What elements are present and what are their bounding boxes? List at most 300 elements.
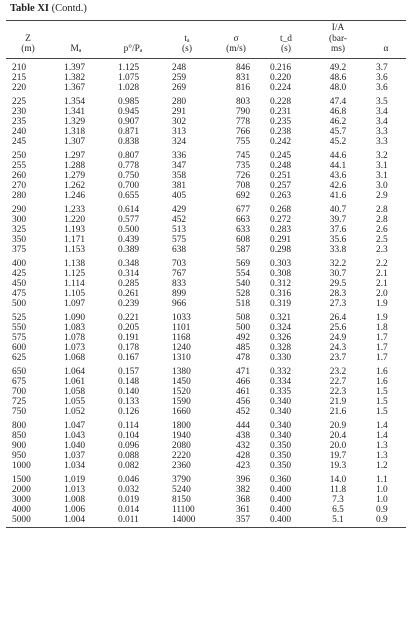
column-header-impulse [310, 21, 366, 59]
cell-shock-velocity: 766 [235, 126, 250, 137]
cell-duration: 0.326 [270, 332, 292, 343]
table-row [6, 289, 406, 299]
cell-alpha: 2.3 [376, 244, 388, 255]
cell-mach-number: 1.064 [64, 366, 86, 377]
table-row [6, 377, 406, 387]
cell-alpha: 2.8 [376, 214, 388, 225]
cell-alpha: 2.5 [376, 234, 388, 245]
cell-impulse: 30.7 [329, 268, 347, 279]
cell-mach-number: 1.013 [64, 484, 86, 495]
cell-shock-velocity: 428 [235, 450, 250, 461]
cell-mach-number: 1.307 [64, 136, 86, 147]
cell-shock-velocity: 633 [235, 224, 250, 235]
cell-impulse: 45.2 [329, 136, 347, 147]
cell-shock-velocity: 708 [235, 180, 250, 191]
table-row [6, 73, 406, 83]
cell-duration: 0.257 [270, 180, 292, 191]
cell-mach-number: 1.105 [64, 288, 86, 299]
cell-mach-number: 1.037 [64, 450, 86, 461]
cell-impulse: 37.6 [329, 224, 347, 235]
cell-pressure-ratio: 0.096 [118, 440, 140, 451]
cell-pressure-ratio: 0.655 [118, 190, 140, 201]
cell-shock-velocity: 461 [235, 386, 250, 397]
cell-duration: 0.332 [270, 366, 292, 377]
cell-altitude: 245 [12, 136, 27, 147]
column-header-pressure-ratio [102, 21, 164, 59]
cell-impulse: 21.6 [329, 406, 347, 417]
cell-duration: 0.248 [270, 160, 292, 171]
cell-time-of-arrival: 1450 [172, 376, 191, 387]
cell-time-of-arrival: 1240 [172, 342, 191, 353]
cell-time-of-arrival: 269 [172, 82, 187, 93]
cell-altitude: 375 [12, 244, 27, 255]
cell-mach-number: 1.034 [64, 460, 86, 471]
table-row [6, 397, 406, 407]
table-row [6, 441, 406, 451]
cell-altitude: 1500 [12, 474, 31, 485]
cell-shock-velocity: 608 [235, 234, 250, 245]
cell-duration: 0.263 [270, 190, 292, 201]
cell-duration: 0.400 [262, 515, 310, 528]
cell-duration: 0.340 [270, 420, 292, 431]
column-header-line: p°/Pₐ [123, 44, 143, 54]
cell-alpha: 0.9 [366, 515, 406, 528]
cell-impulse: 42.6 [329, 180, 347, 191]
cell-alpha: 1.5 [376, 406, 388, 417]
cell-duration: 0.224 [270, 82, 292, 93]
cell-alpha: 1.6 [376, 376, 388, 387]
cell-altitude: 475 [12, 288, 27, 299]
cell-duration: 0.400 [270, 494, 292, 505]
cell-shock-velocity: 540 [235, 278, 250, 289]
cell-altitude: 750 [12, 406, 27, 417]
cell-time-of-arrival: 14000 [164, 515, 210, 528]
cell-alpha: 3.1 [376, 170, 388, 181]
cell-altitude: 260 [12, 170, 27, 181]
cell-impulse: 23.2 [329, 366, 347, 377]
cell-shock-velocity: 846 [235, 62, 250, 73]
column-header-line: (bar- [328, 33, 348, 44]
cell-altitude: 675 [12, 376, 27, 387]
cell-alpha: 1.1 [376, 474, 388, 485]
cell-alpha: 1.5 [376, 396, 388, 407]
cell-mach-number: 1.114 [64, 278, 85, 289]
cell-altitude: 235 [12, 116, 27, 127]
column-header-line: (m/s) [226, 44, 246, 54]
cell-altitude: 255 [12, 160, 27, 171]
cell-time-of-arrival: 1940 [172, 430, 191, 441]
cell-pressure-ratio: 0.577 [118, 214, 140, 225]
cell-shock-velocity: 368 [235, 494, 250, 505]
table-row [6, 417, 406, 431]
table-row [6, 225, 406, 235]
cell-duration: 0.321 [270, 312, 292, 323]
cell-impulse: 47.4 [329, 96, 347, 107]
cell-mach-number: 1.193 [64, 224, 86, 235]
cell-time-of-arrival: 452 [172, 214, 187, 225]
cell-time-of-arrival: 291 [172, 106, 187, 117]
column-header-line: ms) [330, 44, 346, 54]
table-row [6, 215, 406, 225]
cell-time-of-arrival: 358 [172, 170, 187, 181]
column-header-line: t_d [280, 33, 292, 44]
cell-altitude: 3000 [12, 494, 31, 505]
cell-pressure-ratio: 0.148 [118, 376, 140, 387]
cell-time-of-arrival: 1033 [172, 312, 191, 323]
cell-duration: 0.238 [270, 126, 292, 137]
cell-shock-velocity: 755 [235, 136, 250, 147]
cell-alpha: 2.1 [376, 268, 388, 279]
cell-time-of-arrival: 2080 [172, 440, 191, 451]
cell-alpha: 1.3 [376, 450, 388, 461]
cell-shock-velocity: 508 [235, 312, 250, 323]
cell-impulse: 20.0 [329, 440, 347, 451]
cell-duration: 0.308 [270, 268, 292, 279]
cell-mach-number: 1.138 [64, 258, 86, 269]
table-row [6, 117, 406, 127]
cell-impulse: 46.8 [329, 106, 347, 117]
cell-pressure-ratio: 0.221 [118, 312, 140, 323]
table-row [6, 431, 406, 441]
cell-duration: 0.298 [270, 244, 292, 255]
column-header-line: Z [25, 33, 31, 44]
cell-shock-velocity: 492 [235, 332, 250, 343]
table-row [6, 505, 406, 515]
cell-pressure-ratio: 0.807 [118, 150, 140, 161]
cell-time-of-arrival: 767 [172, 268, 187, 279]
cell-altitude: 525 [12, 312, 27, 323]
cell-shock-velocity: 432 [235, 440, 250, 451]
cell-impulse: 14.0 [329, 474, 347, 485]
cell-time-of-arrival: 513 [172, 224, 187, 235]
cell-mach-number: 1.262 [64, 180, 86, 191]
cell-alpha: 1.0 [376, 484, 388, 495]
cell-time-of-arrival: 899 [172, 288, 187, 299]
cell-alpha: 1.7 [376, 352, 388, 363]
cell-pressure-ratio: 0.157 [118, 366, 140, 377]
cell-shock-velocity: 831 [235, 72, 250, 83]
cell-alpha: 3.4 [376, 106, 388, 117]
cell-duration: 0.231 [270, 106, 292, 117]
cell-time-of-arrival: 1800 [172, 420, 191, 431]
cell-altitude: 325 [12, 224, 27, 235]
cell-time-of-arrival: 1310 [172, 352, 191, 363]
cell-time-of-arrival: 1660 [172, 406, 191, 417]
cell-impulse: 5.1 [310, 515, 366, 528]
cell-pressure-ratio: 0.314 [118, 268, 140, 279]
cell-impulse: 23.7 [329, 352, 347, 363]
cell-impulse: 21.9 [329, 396, 347, 407]
cell-altitude: 500 [12, 298, 27, 309]
cell-altitude: 240 [12, 126, 27, 137]
cell-duration: 0.291 [270, 234, 292, 245]
column-header-line: σ [233, 33, 239, 44]
cell-time-of-arrival: 5240 [172, 484, 191, 495]
cell-alpha: 2.0 [376, 288, 388, 299]
cell-altitude: 215 [12, 72, 27, 83]
cell-alpha: 1.4 [376, 420, 388, 431]
cell-time-of-arrival: 248 [172, 62, 187, 73]
cell-mach-number: 1.382 [64, 72, 86, 83]
column-header-line: tₐ [184, 33, 190, 44]
cell-alpha: 3.1 [376, 160, 388, 171]
table-row [6, 137, 406, 147]
cell-pressure-ratio: 0.500 [118, 224, 140, 235]
cell-altitude: 4000 [12, 504, 31, 515]
table-row [6, 58, 406, 73]
cell-impulse: 25.6 [329, 322, 347, 333]
cell-impulse: 49.2 [329, 62, 347, 73]
table-row [6, 235, 406, 245]
cell-impulse: 44.6 [329, 150, 347, 161]
cell-mach-number: 1.171 [64, 234, 86, 245]
cell-altitude: 850 [12, 430, 27, 441]
cell-shock-velocity: 528 [235, 288, 250, 299]
cell-altitude: 280 [12, 190, 27, 201]
cell-alpha: 2.2 [376, 258, 388, 269]
cell-impulse: 46.2 [329, 116, 347, 127]
cell-pressure-ratio: 0.439 [118, 234, 140, 245]
cell-impulse: 40.7 [329, 204, 347, 215]
cell-mach-number: 1.047 [64, 420, 86, 431]
cell-pressure-ratio: 0.261 [118, 288, 140, 299]
cell-duration: 0.220 [270, 72, 292, 83]
column-header-line: I/A [331, 23, 345, 33]
cell-alpha: 1.7 [376, 332, 388, 343]
cell-shock-velocity: 663 [235, 214, 250, 225]
table-title: Table XI [10, 3, 50, 14]
cell-pressure-ratio: 0.614 [118, 204, 140, 215]
cell-time-of-arrival: 703 [172, 258, 187, 269]
cell-shock-velocity: 444 [235, 420, 250, 431]
cell-shock-velocity: 357 [210, 515, 262, 528]
table-row [6, 333, 406, 343]
cell-impulse: 24.9 [329, 332, 347, 343]
cell-pressure-ratio: 0.104 [118, 430, 140, 441]
cell-time-of-arrival: 429 [172, 204, 187, 215]
cell-shock-velocity: 803 [235, 96, 250, 107]
cell-mach-number: 1.058 [64, 386, 86, 397]
cell-shock-velocity: 518 [235, 298, 250, 309]
cell-alpha: 1.6 [376, 366, 388, 377]
cell-alpha: 1.9 [376, 312, 388, 323]
cell-duration: 0.251 [270, 170, 292, 181]
cell-altitude: 625 [12, 352, 27, 363]
cell-altitude: 700 [12, 386, 27, 397]
cell-altitude: 800 [12, 420, 27, 431]
cell-time-of-arrival: 1168 [172, 332, 191, 343]
cell-time-of-arrival: 313 [172, 126, 187, 137]
header-row [6, 21, 406, 59]
cell-shock-velocity: 726 [235, 170, 250, 181]
cell-pressure-ratio: 1.125 [118, 62, 140, 73]
table-row [6, 343, 406, 353]
column-header-shock-velocity [210, 21, 262, 59]
cell-shock-velocity: 423 [235, 460, 250, 471]
cell-duration: 0.360 [270, 474, 292, 485]
table-row [6, 245, 406, 255]
cell-alpha: 2.9 [376, 190, 388, 201]
cell-time-of-arrival: 8150 [172, 494, 191, 505]
cell-duration: 0.268 [270, 204, 292, 215]
cell-time-of-arrival: 11100 [172, 504, 195, 515]
cell-pressure-ratio: 0.032 [118, 484, 140, 495]
table-row [6, 451, 406, 461]
table-row [6, 299, 406, 309]
table-row [6, 495, 406, 505]
table-row [6, 323, 406, 333]
cell-alpha: 1.9 [376, 298, 388, 309]
cell-mach-number: 1.043 [64, 430, 86, 441]
cell-pressure-ratio: 0.082 [118, 460, 140, 471]
cell-time-of-arrival: 336 [172, 150, 187, 161]
cell-alpha: 2.1 [376, 278, 388, 289]
table-row [6, 93, 406, 107]
cell-altitude: 900 [12, 440, 27, 451]
cell-mach-number: 1.279 [64, 170, 86, 181]
cell-impulse: 44.1 [329, 160, 347, 171]
cell-alpha: 3.6 [376, 82, 388, 93]
column-header-mach-number [50, 21, 102, 59]
column-header-line: Mₐ [70, 44, 82, 54]
table-row [6, 269, 406, 279]
table-row [6, 515, 406, 528]
table-row [6, 387, 406, 397]
table-row [6, 83, 406, 93]
column-header-line: α [383, 44, 389, 54]
cell-mach-number: 1.068 [64, 352, 86, 363]
cell-duration: 0.312 [270, 278, 292, 289]
cell-pressure-ratio: 0.178 [118, 342, 140, 353]
cell-alpha: 2.8 [376, 204, 388, 215]
cell-impulse: 26.4 [329, 312, 347, 323]
cell-shock-velocity: 438 [235, 430, 250, 441]
cell-altitude: 725 [12, 396, 27, 407]
cell-time-of-arrival: 638 [172, 244, 187, 255]
cell-pressure-ratio: 0.114 [118, 420, 139, 431]
cell-duration: 0.324 [270, 322, 292, 333]
cell-pressure-ratio: 0.871 [118, 126, 140, 137]
cell-impulse: 27.3 [329, 298, 347, 309]
cell-impulse: 48.0 [329, 82, 347, 93]
cell-time-of-arrival: 575 [172, 234, 187, 245]
cell-shock-velocity: 466 [235, 376, 250, 387]
cell-time-of-arrival: 2220 [172, 450, 191, 461]
table-row [6, 363, 406, 377]
cell-impulse: 22.3 [329, 386, 347, 397]
column-header-time-of-arrival [164, 21, 210, 59]
table-row [6, 309, 406, 323]
cell-mach-number: 1.019 [64, 474, 86, 485]
cell-altitude: 550 [12, 322, 27, 333]
cell-mach-number: 1.367 [64, 82, 86, 93]
cell-alpha: 3.3 [376, 136, 388, 147]
cell-alpha: 2.6 [376, 224, 388, 235]
table-row [6, 255, 406, 269]
cell-mach-number: 1.006 [64, 504, 86, 515]
cell-alpha: 3.3 [376, 126, 388, 137]
cell-pressure-ratio: 0.838 [118, 136, 140, 147]
cell-impulse: 33.8 [329, 244, 347, 255]
table-title-suffix: (Contd.) [51, 3, 87, 14]
table-row [6, 161, 406, 171]
cell-impulse: 29.5 [329, 278, 347, 289]
cell-impulse: 41.6 [329, 190, 347, 201]
cell-pressure-ratio: 1.028 [118, 82, 140, 93]
cell-alpha: 3.7 [376, 62, 388, 73]
column-header-alpha [366, 21, 406, 59]
cell-duration: 0.335 [270, 386, 292, 397]
cell-altitude: 210 [12, 62, 27, 73]
cell-shock-velocity: 382 [235, 484, 250, 495]
cell-duration: 0.340 [270, 430, 292, 441]
cell-alpha: 1.5 [376, 386, 388, 397]
table-row [6, 461, 406, 471]
cell-impulse: 24.3 [329, 342, 347, 353]
table-row [6, 147, 406, 161]
cell-alpha: 3.2 [376, 150, 388, 161]
cell-duration: 0.303 [270, 258, 292, 269]
cell-altitude: 250 [12, 150, 27, 161]
cell-duration: 0.340 [270, 406, 292, 417]
cell-altitude: 575 [12, 332, 27, 343]
cell-alpha: 1.0 [376, 494, 388, 505]
cell-altitude: 2000 [12, 484, 31, 495]
cell-impulse: 43.6 [329, 170, 347, 181]
cell-duration: 0.350 [270, 440, 292, 451]
cell-shock-velocity: 554 [235, 268, 250, 279]
cell-mach-number: 1.078 [64, 332, 86, 343]
cell-duration: 0.400 [270, 484, 292, 495]
data-table [6, 20, 406, 528]
column-header-altitude [6, 21, 50, 59]
cell-pressure-ratio: 0.389 [118, 244, 140, 255]
cell-shock-velocity: 790 [235, 106, 250, 117]
cell-altitude: 220 [12, 82, 27, 93]
cell-duration: 0.350 [270, 460, 292, 471]
cell-pressure-ratio: 0.167 [118, 352, 140, 363]
cell-impulse: 32.2 [329, 258, 347, 269]
cell-time-of-arrival: 2360 [172, 460, 191, 471]
cell-shock-velocity: 745 [235, 150, 250, 161]
column-header-line: (s) [281, 44, 291, 54]
cell-altitude: 650 [12, 366, 27, 377]
cell-altitude: 1000 [12, 460, 31, 471]
cell-pressure-ratio: 0.778 [118, 160, 140, 171]
cell-mach-number: 1.288 [64, 160, 86, 171]
cell-alpha: 1.2 [376, 460, 388, 471]
cell-altitude: 950 [12, 450, 27, 461]
column-header-line: (m) [21, 44, 35, 54]
cell-duration: 0.400 [270, 504, 292, 515]
cell-altitude: 230 [12, 106, 27, 117]
cell-time-of-arrival: 3790 [172, 474, 191, 485]
cell-impulse: 22.7 [329, 376, 347, 387]
cell-shock-velocity: 500 [235, 322, 250, 333]
cell-impulse: 45.7 [329, 126, 347, 137]
table-row [6, 181, 406, 191]
cell-alpha: 1.7 [376, 342, 388, 353]
table-body [6, 58, 406, 527]
cell-pressure-ratio: 0.205 [118, 322, 140, 333]
cell-pressure-ratio: 0.907 [118, 116, 140, 127]
cell-mach-number: 1.233 [64, 204, 86, 215]
cell-pressure-ratio: 0.014 [118, 504, 140, 515]
cell-duration: 0.316 [270, 288, 292, 299]
cell-mach-number: 1.040 [64, 440, 86, 451]
cell-pressure-ratio: 0.945 [118, 106, 140, 117]
cell-impulse: 28.3 [329, 288, 347, 299]
